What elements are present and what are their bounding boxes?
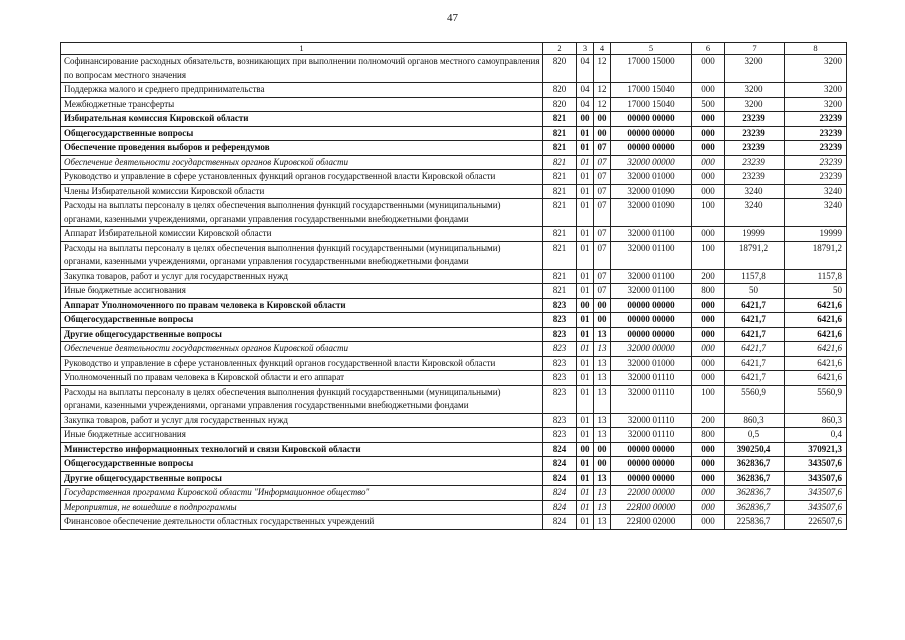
target-article-code: 17000 15040 (611, 97, 692, 112)
table-header-row (61, 43, 847, 55)
section-code: 04 (577, 55, 594, 83)
expense-type-code: 000 (692, 327, 725, 342)
target-article-code: 32000 01110 (611, 428, 692, 443)
row-description: Общегосударственные вопросы (61, 313, 543, 328)
amount-year-2: 3200 (785, 83, 847, 98)
section-code: 01 (577, 327, 594, 342)
subsection-code: 07 (594, 227, 611, 242)
row-description: Поддержка малого и среднего предпринимательства (61, 83, 543, 98)
amount-year-1: 23239 (725, 155, 785, 170)
amount-year-1: 23239 (725, 170, 785, 185)
section-code: 00 (577, 442, 594, 457)
expense-type-code: 000 (692, 500, 725, 515)
amount-year-1: 23239 (725, 126, 785, 141)
header-cell: 5 (611, 43, 692, 55)
expense-type-code: 000 (692, 298, 725, 313)
amount-year-2: 370921,3 (785, 442, 847, 457)
row-description: Финансовое обеспечение деятельности областных государственных учреждений (61, 515, 543, 530)
admin-code: 820 (543, 97, 577, 112)
target-article-code: 32000 01000 (611, 356, 692, 371)
section-code: 01 (577, 126, 594, 141)
admin-code: 824 (543, 471, 577, 486)
amount-year-1: 225836,7 (725, 515, 785, 530)
table-row (61, 241, 847, 269)
table-row (61, 284, 847, 299)
subsection-code: 00 (594, 126, 611, 141)
header-cell: 6 (692, 43, 725, 55)
table-row (61, 170, 847, 185)
amount-year-1: 860,3 (725, 413, 785, 428)
amount-year-1: 23239 (725, 141, 785, 156)
amount-year-1: 6421,7 (725, 356, 785, 371)
section-code: 01 (577, 385, 594, 413)
amount-year-2: 6421,6 (785, 371, 847, 386)
amount-year-1: 3200 (725, 55, 785, 83)
target-article-code: 00000 00000 (611, 327, 692, 342)
target-article-code: 32000 01100 (611, 269, 692, 284)
expense-type-code: 200 (692, 413, 725, 428)
amount-year-1: 362836,7 (725, 471, 785, 486)
target-article-code: 00000 00000 (611, 313, 692, 328)
table-row (61, 486, 847, 501)
table-row (61, 269, 847, 284)
page-number: 47 (447, 12, 458, 24)
table-row (61, 413, 847, 428)
subsection-code: 07 (594, 141, 611, 156)
section-code: 01 (577, 500, 594, 515)
subsection-code: 07 (594, 184, 611, 199)
table-row (61, 155, 847, 170)
section-code: 01 (577, 356, 594, 371)
table-row (61, 112, 847, 127)
subsection-code: 13 (594, 327, 611, 342)
subsection-code: 00 (594, 457, 611, 472)
amount-year-1: 3240 (725, 199, 785, 227)
amount-year-2: 3240 (785, 184, 847, 199)
target-article-code: 22Я00 02000 (611, 515, 692, 530)
target-article-code: 00000 00000 (611, 298, 692, 313)
admin-code: 823 (543, 342, 577, 357)
amount-year-1: 18791,2 (725, 241, 785, 269)
amount-year-1: 6421,7 (725, 342, 785, 357)
table-row (61, 184, 847, 199)
expense-type-code: 000 (692, 356, 725, 371)
admin-code: 823 (543, 428, 577, 443)
amount-year-2: 343507,6 (785, 486, 847, 501)
table-row (61, 500, 847, 515)
subsection-code: 13 (594, 515, 611, 530)
subsection-code: 00 (594, 313, 611, 328)
expense-type-code: 000 (692, 126, 725, 141)
amount-year-2: 3200 (785, 55, 847, 83)
row-description: Аппарат Уполномоченного по правам человека в Кировской области (61, 298, 543, 313)
admin-code: 821 (543, 126, 577, 141)
table-row (61, 83, 847, 98)
admin-code: 823 (543, 371, 577, 386)
expense-type-code: 000 (692, 227, 725, 242)
amount-year-2: 18791,2 (785, 241, 847, 269)
table-body (61, 43, 847, 530)
amount-year-1: 362836,7 (725, 486, 785, 501)
target-article-code: 32000 01110 (611, 371, 692, 386)
row-description: Иные бюджетные ассигнования (61, 284, 543, 299)
expense-type-code: 100 (692, 199, 725, 227)
header-cell: 8 (785, 43, 847, 55)
section-code: 01 (577, 313, 594, 328)
subsection-code: 00 (594, 298, 611, 313)
amount-year-2: 6421,6 (785, 327, 847, 342)
admin-code: 821 (543, 241, 577, 269)
target-article-code: 17000 15000 (611, 55, 692, 83)
expense-type-code: 100 (692, 241, 725, 269)
section-code: 01 (577, 227, 594, 242)
subsection-code: 07 (594, 155, 611, 170)
amount-year-2: 0,4 (785, 428, 847, 443)
table-row (61, 428, 847, 443)
subsection-code: 07 (594, 170, 611, 185)
section-code: 01 (577, 457, 594, 472)
target-article-code: 00000 00000 (611, 471, 692, 486)
subsection-code: 13 (594, 371, 611, 386)
expense-type-code: 000 (692, 83, 725, 98)
target-article-code: 32000 00000 (611, 342, 692, 357)
row-description: Члены Избирательной комиссии Кировской области (61, 184, 543, 199)
expense-type-code: 000 (692, 112, 725, 127)
target-article-code: 32000 01000 (611, 170, 692, 185)
section-code: 01 (577, 184, 594, 199)
admin-code: 821 (543, 199, 577, 227)
subsection-code: 07 (594, 241, 611, 269)
admin-code: 824 (543, 457, 577, 472)
amount-year-1: 362836,7 (725, 500, 785, 515)
admin-code: 823 (543, 356, 577, 371)
row-description: Софинансирование расходных обязательств, возникающих при выполнении полномочий органов местного самоуправления по вопросам местного значения (61, 55, 543, 83)
subsection-code: 00 (594, 442, 611, 457)
admin-code: 821 (543, 184, 577, 199)
target-article-code: 00000 00000 (611, 141, 692, 156)
section-code: 01 (577, 155, 594, 170)
section-code: 01 (577, 515, 594, 530)
target-article-code: 32000 01100 (611, 284, 692, 299)
amount-year-2: 6421,6 (785, 313, 847, 328)
row-description: Расходы на выплаты персоналу в целях обеспечения выполнения функций государственными (муниципальными) органами, казенными учреждениями, органами управления государственными внебюджетными фондами (61, 241, 543, 269)
table-row (61, 515, 847, 530)
subsection-code: 07 (594, 269, 611, 284)
expense-type-code: 000 (692, 342, 725, 357)
amount-year-1: 50 (725, 284, 785, 299)
row-description: Избирательная комиссия Кировской области (61, 112, 543, 127)
header-cell: 1 (61, 43, 543, 55)
amount-year-1: 390250,4 (725, 442, 785, 457)
row-description: Руководство и управление в сфере установленных функций органов государственной власти Кировской области (61, 170, 543, 185)
expense-type-code: 000 (692, 442, 725, 457)
admin-code: 824 (543, 486, 577, 501)
admin-code: 821 (543, 170, 577, 185)
amount-year-1: 6421,7 (725, 371, 785, 386)
row-description: Уполномоченный по правам человека в Кировской области и его аппарат (61, 371, 543, 386)
admin-code: 824 (543, 515, 577, 530)
target-article-code: 32000 01100 (611, 241, 692, 269)
expense-type-code: 200 (692, 269, 725, 284)
row-description: Государственная программа Кировской области "Информационное общество" (61, 486, 543, 501)
table-row (61, 298, 847, 313)
table-row (61, 199, 847, 227)
row-description: Обеспечение проведения выборов и референдумов (61, 141, 543, 156)
admin-code: 821 (543, 155, 577, 170)
amount-year-1: 6421,7 (725, 298, 785, 313)
target-article-code: 00000 00000 (611, 442, 692, 457)
admin-code: 823 (543, 313, 577, 328)
subsection-code: 13 (594, 500, 611, 515)
expense-type-code: 000 (692, 313, 725, 328)
table-row (61, 97, 847, 112)
expense-type-code: 000 (692, 141, 725, 156)
section-code: 01 (577, 342, 594, 357)
budget-table (60, 42, 847, 530)
section-code: 01 (577, 371, 594, 386)
admin-code: 821 (543, 284, 577, 299)
amount-year-2: 6421,6 (785, 342, 847, 357)
admin-code: 823 (543, 413, 577, 428)
subsection-code: 07 (594, 199, 611, 227)
row-description: Другие общегосударственные вопросы (61, 471, 543, 486)
subsection-code: 00 (594, 112, 611, 127)
section-code: 01 (577, 428, 594, 443)
subsection-code: 12 (594, 97, 611, 112)
expense-type-code: 000 (692, 371, 725, 386)
admin-code: 821 (543, 141, 577, 156)
row-description: Обеспечение деятельности государственных органов Кировской области (61, 155, 543, 170)
target-article-code: 00000 00000 (611, 126, 692, 141)
table-row (61, 313, 847, 328)
target-article-code: 17000 15040 (611, 83, 692, 98)
row-description: Руководство и управление в сфере установленных функций органов государственной власти Кировской области (61, 356, 543, 371)
table-row (61, 356, 847, 371)
subsection-code: 12 (594, 55, 611, 83)
section-code: 01 (577, 413, 594, 428)
expense-type-code: 800 (692, 428, 725, 443)
section-code: 01 (577, 471, 594, 486)
table-row (61, 385, 847, 413)
amount-year-1: 3200 (725, 97, 785, 112)
header-cell: 2 (543, 43, 577, 55)
amount-year-2: 226507,6 (785, 515, 847, 530)
amount-year-2: 5560,9 (785, 385, 847, 413)
subsection-code: 13 (594, 385, 611, 413)
admin-code: 821 (543, 112, 577, 127)
section-code: 01 (577, 199, 594, 227)
subsection-code: 13 (594, 413, 611, 428)
header-cell: 3 (577, 43, 594, 55)
row-description: Министерство информационных технологий и связи Кировской области (61, 442, 543, 457)
section-code: 04 (577, 83, 594, 98)
table-row (61, 442, 847, 457)
expense-type-code: 000 (692, 486, 725, 501)
target-article-code: 32000 00000 (611, 155, 692, 170)
amount-year-1: 0,5 (725, 428, 785, 443)
target-article-code: 22000 00000 (611, 486, 692, 501)
expense-type-code: 000 (692, 457, 725, 472)
expense-type-code: 000 (692, 515, 725, 530)
target-article-code: 32000 01090 (611, 184, 692, 199)
amount-year-2: 1157,8 (785, 269, 847, 284)
admin-code: 821 (543, 269, 577, 284)
amount-year-2: 19999 (785, 227, 847, 242)
section-code: 01 (577, 141, 594, 156)
amount-year-2: 343507,6 (785, 500, 847, 515)
row-description: Закупка товаров, работ и услуг для государственных нужд (61, 269, 543, 284)
amount-year-1: 6421,7 (725, 327, 785, 342)
amount-year-1: 1157,8 (725, 269, 785, 284)
admin-code: 820 (543, 83, 577, 98)
admin-code: 824 (543, 500, 577, 515)
subsection-code: 13 (594, 428, 611, 443)
row-description: Межбюджетные трансферты (61, 97, 543, 112)
row-description: Закупка товаров, работ и услуг для государственных нужд (61, 413, 543, 428)
table-row (61, 342, 847, 357)
target-article-code: 32000 01110 (611, 385, 692, 413)
admin-code: 823 (543, 327, 577, 342)
subsection-code: 07 (594, 284, 611, 299)
amount-year-2: 3240 (785, 199, 847, 227)
table-row (61, 457, 847, 472)
expense-type-code: 000 (692, 170, 725, 185)
expense-type-code: 500 (692, 97, 725, 112)
section-code: 00 (577, 112, 594, 127)
header-cell: 7 (725, 43, 785, 55)
amount-year-1: 3200 (725, 83, 785, 98)
subsection-code: 13 (594, 471, 611, 486)
target-article-code: 00000 00000 (611, 457, 692, 472)
subsection-code: 13 (594, 486, 611, 501)
amount-year-2: 860,3 (785, 413, 847, 428)
admin-code: 823 (543, 298, 577, 313)
amount-year-2: 50 (785, 284, 847, 299)
table-row (61, 327, 847, 342)
target-article-code: 00000 00000 (611, 112, 692, 127)
header-cell: 4 (594, 43, 611, 55)
table-row (61, 227, 847, 242)
amount-year-2: 23239 (785, 141, 847, 156)
amount-year-1: 5560,9 (725, 385, 785, 413)
row-description: Мероприятия, не вошедшие в подпрограммы (61, 500, 543, 515)
table-row (61, 141, 847, 156)
expense-type-code: 800 (692, 284, 725, 299)
admin-code: 821 (543, 227, 577, 242)
expense-type-code: 000 (692, 55, 725, 83)
amount-year-2: 23239 (785, 112, 847, 127)
amount-year-1: 19999 (725, 227, 785, 242)
section-code: 04 (577, 97, 594, 112)
amount-year-2: 23239 (785, 155, 847, 170)
row-description: Расходы на выплаты персоналу в целях обеспечения выполнения функций государственными (муниципальными) органами, казенными учреждениями, органами управления государственными внебюджетными фондами (61, 199, 543, 227)
target-article-code: 32000 01110 (611, 413, 692, 428)
row-description: Расходы на выплаты персоналу в целях обеспечения выполнения функций государственными (муниципальными) органами, казенными учреждениями, органами управления государственными внебюджетными фондами (61, 385, 543, 413)
amount-year-2: 6421,6 (785, 298, 847, 313)
row-description: Общегосударственные вопросы (61, 457, 543, 472)
amount-year-2: 3200 (785, 97, 847, 112)
expense-type-code: 000 (692, 184, 725, 199)
section-code: 01 (577, 269, 594, 284)
subsection-code: 12 (594, 83, 611, 98)
row-description: Аппарат Избирательной комиссии Кировской области (61, 227, 543, 242)
target-article-code: 32000 01090 (611, 199, 692, 227)
section-code: 01 (577, 170, 594, 185)
target-article-code: 32000 01100 (611, 227, 692, 242)
row-description: Иные бюджетные ассигнования (61, 428, 543, 443)
admin-code: 823 (543, 385, 577, 413)
expense-type-code: 100 (692, 385, 725, 413)
admin-code: 824 (543, 442, 577, 457)
amount-year-2: 343507,6 (785, 471, 847, 486)
target-article-code: 22Я00 00000 (611, 500, 692, 515)
row-description: Обеспечение деятельности государственных органов Кировской области (61, 342, 543, 357)
amount-year-2: 343507,6 (785, 457, 847, 472)
admin-code: 820 (543, 55, 577, 83)
amount-year-2: 23239 (785, 170, 847, 185)
table-row (61, 471, 847, 486)
row-description: Другие общегосударственные вопросы (61, 327, 543, 342)
amount-year-1: 362836,7 (725, 457, 785, 472)
amount-year-1: 23239 (725, 112, 785, 127)
amount-year-1: 3240 (725, 184, 785, 199)
section-code: 01 (577, 486, 594, 501)
expense-type-code: 000 (692, 471, 725, 486)
section-code: 01 (577, 284, 594, 299)
section-code: 01 (577, 241, 594, 269)
amount-year-1: 6421,7 (725, 313, 785, 328)
amount-year-2: 23239 (785, 126, 847, 141)
expense-type-code: 000 (692, 155, 725, 170)
amount-year-2: 6421,6 (785, 356, 847, 371)
table-row (61, 126, 847, 141)
table-row (61, 55, 847, 83)
subsection-code: 13 (594, 356, 611, 371)
section-code: 00 (577, 298, 594, 313)
subsection-code: 13 (594, 342, 611, 357)
row-description: Общегосударственные вопросы (61, 126, 543, 141)
table-row (61, 371, 847, 386)
